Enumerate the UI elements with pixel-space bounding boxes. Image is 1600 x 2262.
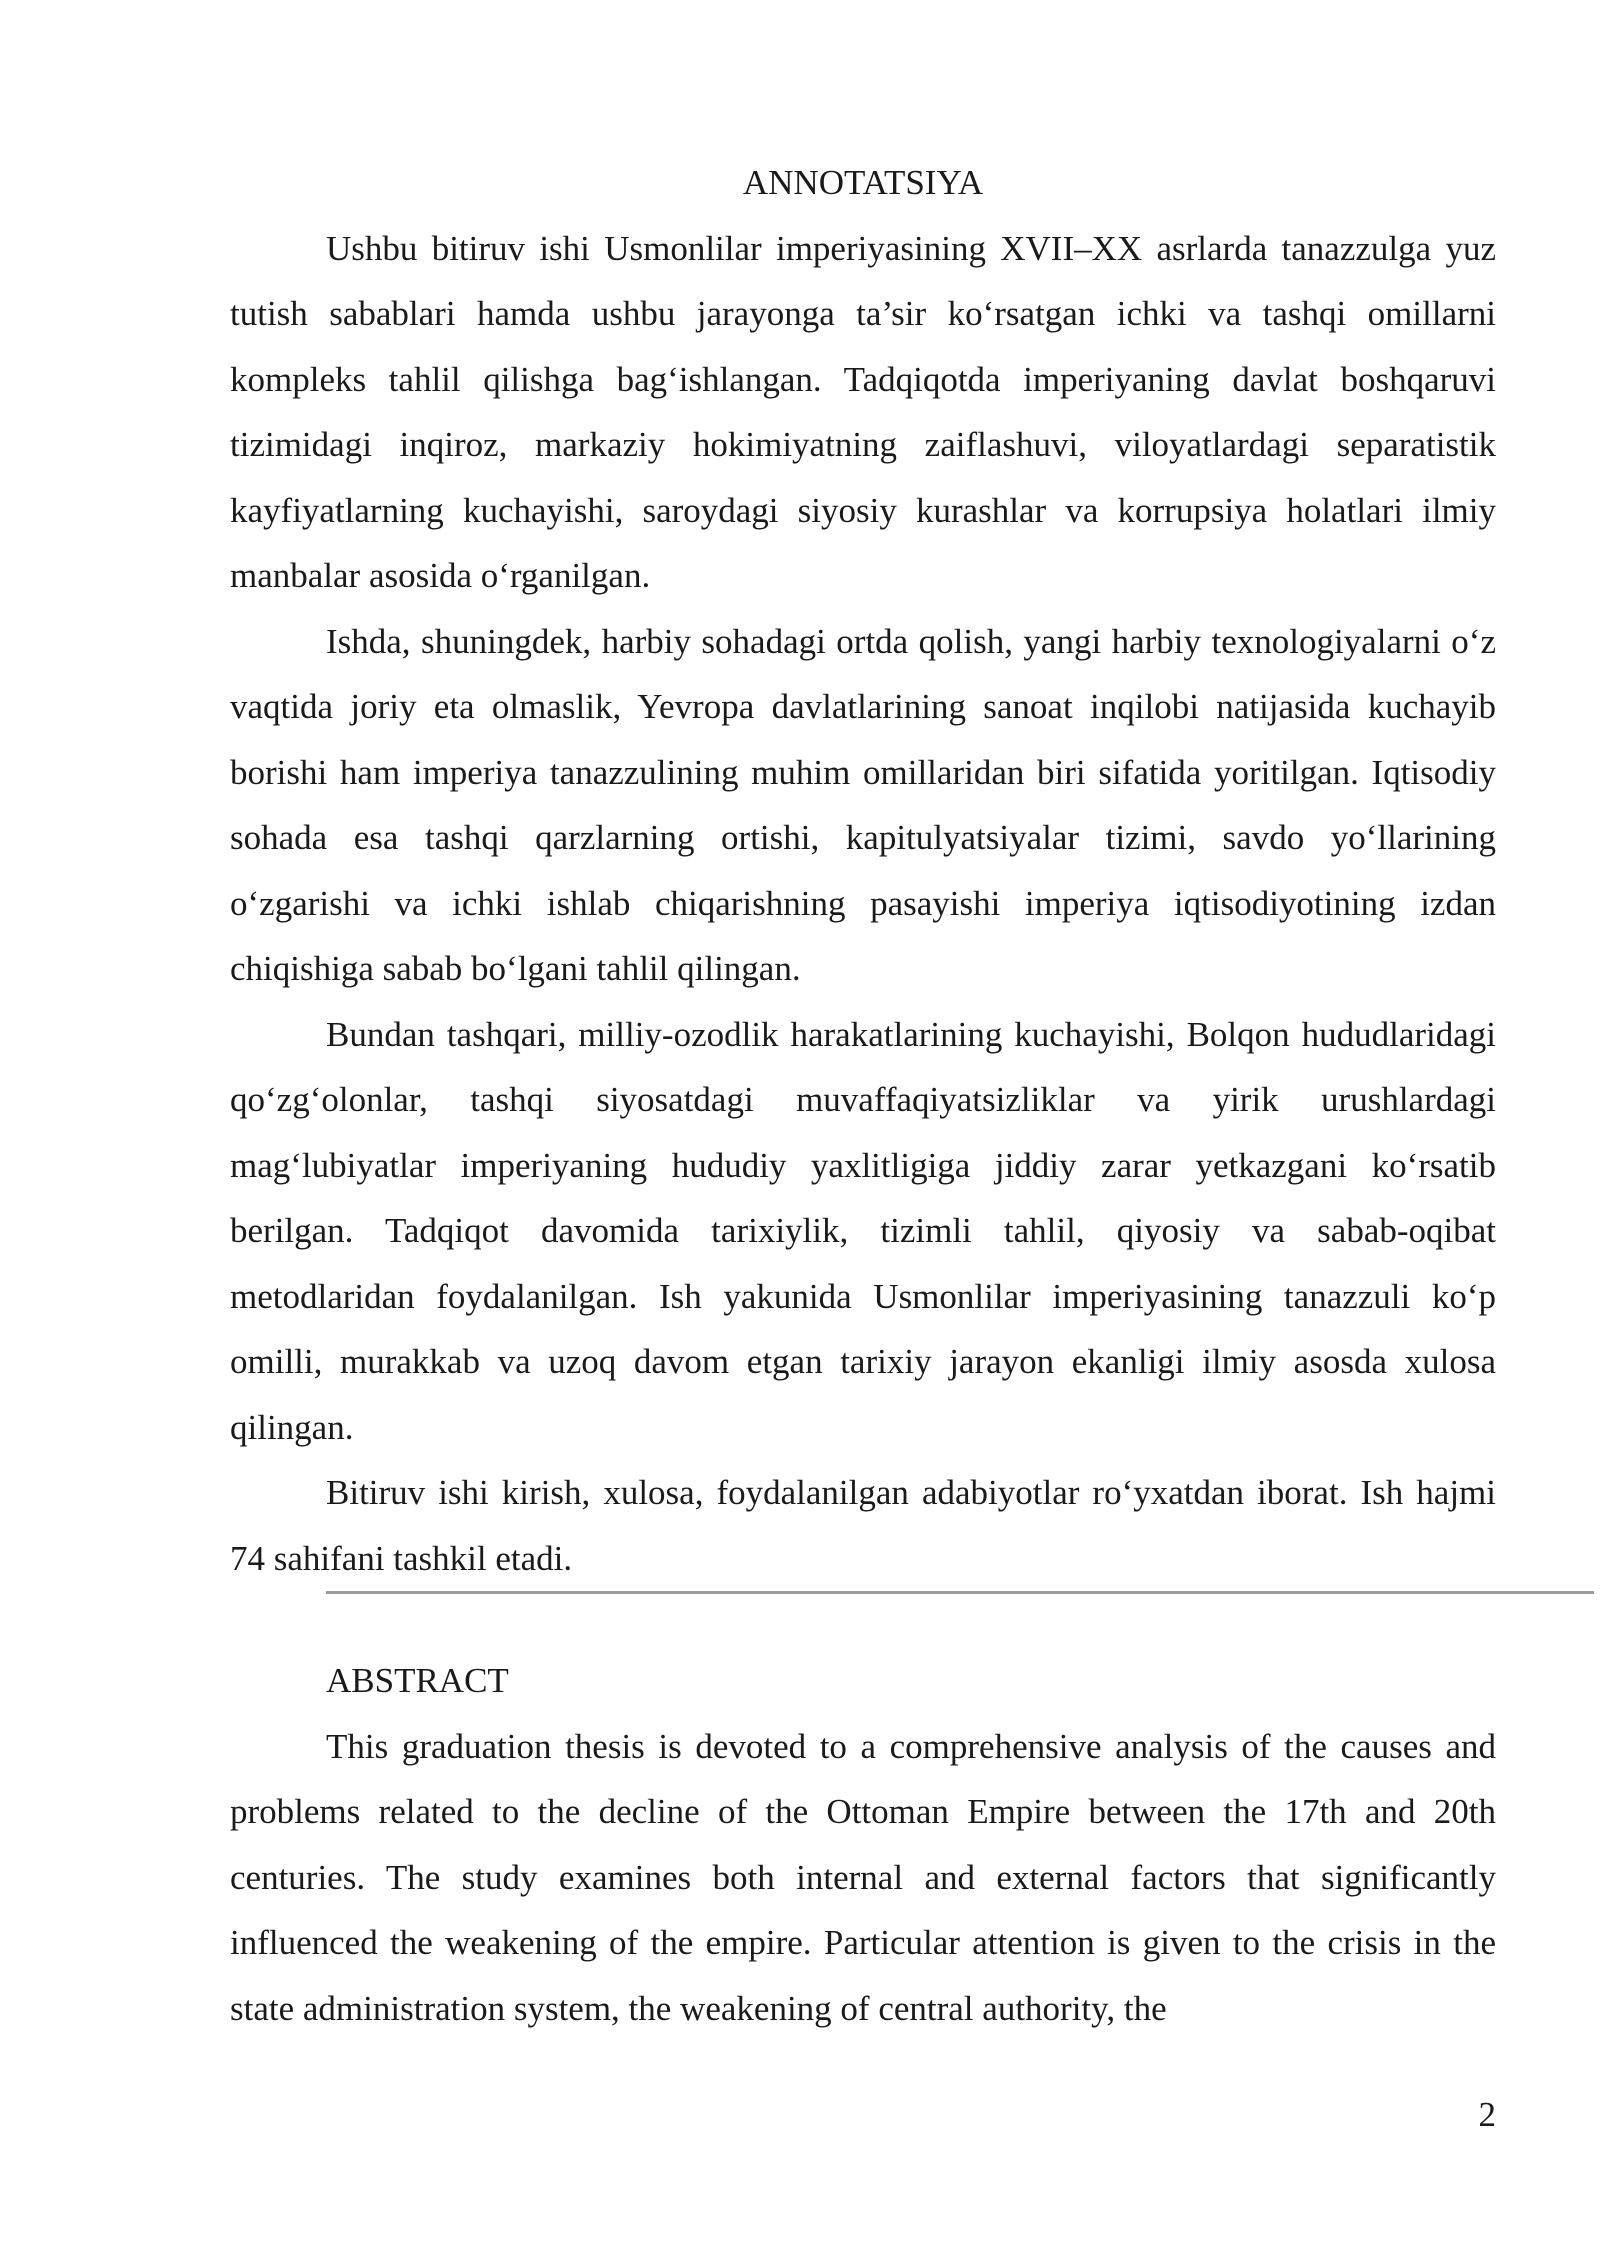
annotation-section <box>230 150 1496 1591</box>
annotation-paragraph-1: Ushbu bitiruv ishi Usmonlilar imperiyasining XVII–XX asrlarda tanazzulga yuz tutish sabablari hamda ushbu jarayonga ta’sir ko‘rsatgan ichki va tashqi omillarni kompleks tahlil qilishga bag‘ishlangan. Tadqiqotda imperiyaning davlat boshqaruvi tizimidagi inqiroz, markaziy hokimiyatning zaiflashuvi, viloyatlardagi separatistik kayfiyatlarning kuchayishi, saroydagi siyosiy kurashlar va korrupsiya holatlari ilmiy manbalar asosida o‘rganilgan. <box>230 228 1496 595</box>
annotation-paragraph-2: Ishda, shuningdek, harbiy sohadagi ortda qolish, yangi harbiy texnologiyalarni o‘z vaqtida joriy eta olmaslik, Yevropa davlatlarining sanoat inqilobi natijasida kuchayib borishi ham imperiya tanazzulining muhim omillaridan biri sifatida yoritilgan. Iqtisodiy sohada esa tashqi qarzlarning ortishi, kapitulyatsiyalar tizimi, savdo yo‘llarining o‘zgarishi va ichki ishlab chiqarishning pasayishi imperiya iqtisodiyotining izdan chiqishiga sabab bo‘lgani tahlil qilingan. <box>230 621 1496 988</box>
abstract-section <box>230 1648 1496 2041</box>
abstract-paragraph-1: This graduation thesis is devoted to a comprehensive analysis of the causes and problems related to the decline of the Ottoman Empire between the 17th and 20th centuries. The study examines both internal and external factors that significantly influenced the weakening of the empire. Particular attention is given to the crisis in the state administration system, the weakening of central authority, the <box>230 1726 1496 2028</box>
annotation-title: ANNOTATSIYA <box>742 163 984 202</box>
annotation-paragraph-3: Bundan tashqari, milliy-ozodlik harakatlarining kuchayishi, Bolqon hududlaridagi qo‘zg‘olonlar, tashqi siyosatdagi muvaffaqiyatsizliklar va yirik urushlardagi mag‘lubiyatlar imperiyaning hududiy yaxlitligiga jiddiy zarar yetkazgani ko‘rsatib berilgan. Tadqiqot davomida tarixiylik, tizimli tahlil, qiyosiy va sabab-oqibat metodlaridan foydalanilgan. Ish yakunida Usmonlilar imperiyasining tanazzuli ko‘p omilli, murakkab va uzoq davom etgan tarixiy jarayon ekanligi ilmiy asosda xulosa qilingan. <box>230 1014 1496 1447</box>
page-number: 2 <box>1478 2095 1496 2134</box>
abstract-title: ABSTRACT <box>326 1661 509 1700</box>
section-divider <box>326 1591 1594 1594</box>
annotation-paragraph-4: Bitiruv ishi kirish, xulosa, foydalanilgan adabiyotlar ro‘yxatdan iborat. Ish hajmi 74 sahifani tashkil etadi. <box>230 1473 1496 1578</box>
